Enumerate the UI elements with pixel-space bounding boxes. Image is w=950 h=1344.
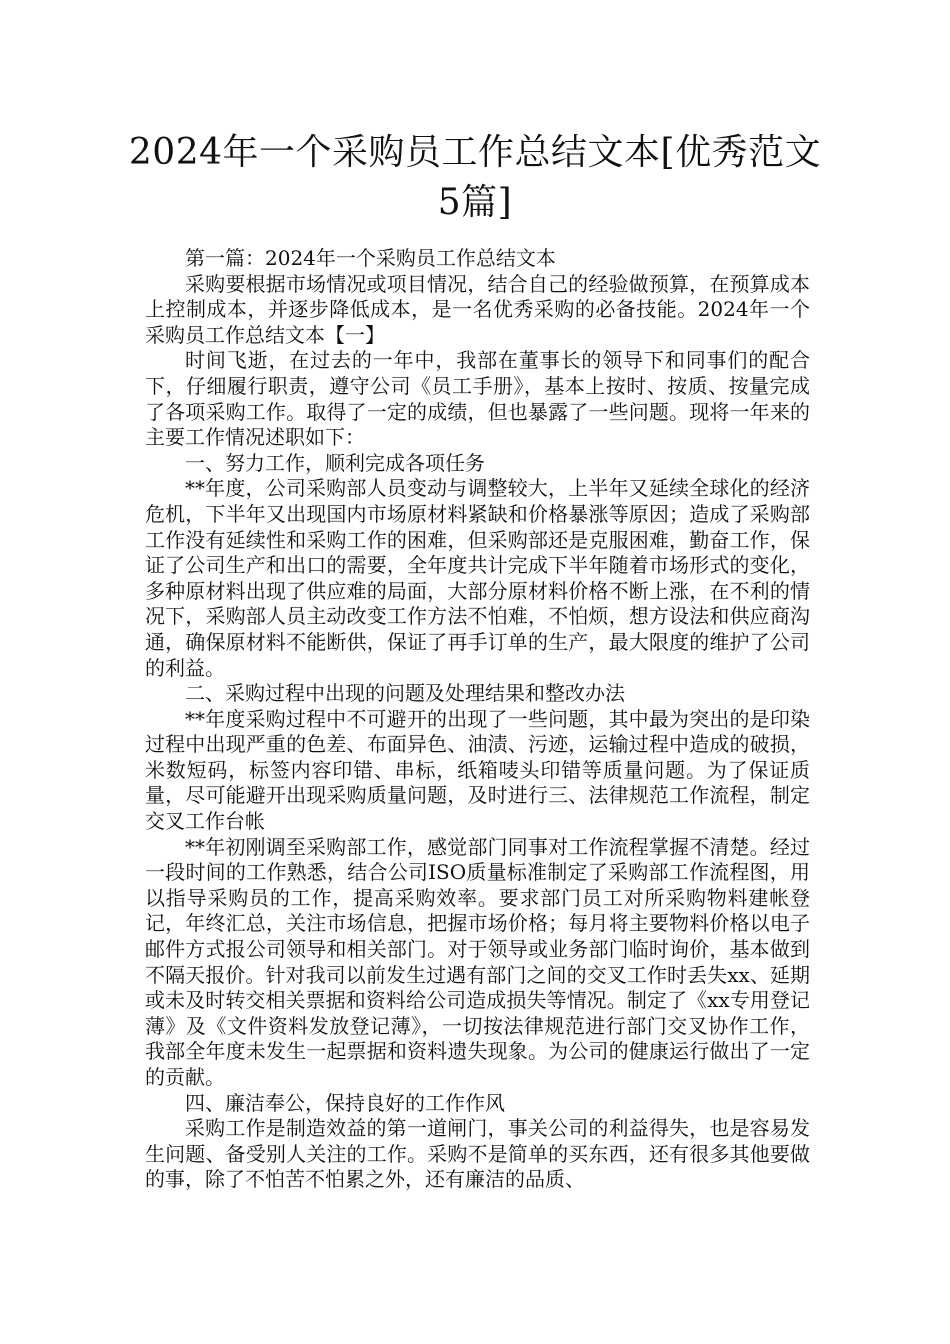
section-heading: 一、努力工作，顺利完成各项任务	[185, 450, 485, 475]
body-paragraph: 时间飞逝，在过去的一年中，我部在董事长的领导下和同事们的配合下，仔细履行职责，遵守公司《员工手册》，基本上按时、按质、按量完成了各项采购工作。取得了一定的成绩，但也暴露了一些问题。现将一年来的主要工作情况述职如下：	[145, 348, 810, 450]
section-heading: 第一篇：2024年一个采购员工作总结文本	[185, 246, 556, 270]
body-paragraph: 采购工作是制造效益的第一道闸门，事关公司的利益得失，也是容易发生问题、备受别人关注的工作。采购不是简单的买东西，还有很多其他要做的事，除了不怕苦不怕累之外，还有廉洁的品质、	[145, 1116, 810, 1192]
document-title: 2024年一个采购员工作总结文本[优秀范文5篇]	[128, 132, 822, 223]
body-paragraph: 采购要根据市场情况或项目情况，结合自己的经验做预算，在预算成本上控制成本，并逐步降低成本，是一名优秀采购的必备技能。2024年一个采购员工作总结文本【一】	[145, 271, 810, 347]
body-paragraph: **年度，公司采购部人员变动与调整较大，上半年又延续全球化的经济危机，下半年又出现国内市场原材料紧缺和价格暴涨等原因；造成了采购部工作没有延续性和采购工作的困难，但采购部还是克服困难，勤奋工作，保证了公司生产和出口的需要，全年度共计完成下半年随着市场形式的变化，多种原材料出现了供应难的局面，大部分原材料价格不断上涨，在不利的情况下，采购部人员主动改变工作方法不怕难，不怕烦，想方设法和供应商沟通，确保原材料不能断供，保证了再手订单的生产，最大限度的维护了公司的利益。	[145, 476, 810, 680]
body-paragraph: **年初刚调至采购部工作，感觉部门同事对工作流程掌握不清楚。经过一段时间的工作熟悉，结合公司ISO质量标准制定了采购部工作流程图，用以指导采购员的工作，提高采购效率。要求部门员工对所采购物料建帐登记，年终汇总，关注市场信息，把握市场价格；每月将主要物料价格以电子邮件方式报公司领导和相关部门。对于领导或业务部门临时询价，基本做到不隔天报价。针对我司以前发生过遇有部门之间的交叉工作时丢失xx、延期或未及时转交相关票据和资料给公司造成损失等情况。制定了《xx专用登记薄》及《文件资料发放登记薄》，一切按法律规范进行部门交叉协作工作，我部全年度未发生一起票据和资料遗失现象。为公司的健康运行做出了一定的贡献。	[145, 834, 810, 1089]
document-body	[145, 246, 810, 1193]
body-paragraph: **年度采购过程中不可避开的出现了一些问题，其中最为突出的是印染过程中出现严重的色差、布面异色、油渍、污迹，运输过程中造成的破损，米数短码，标签内容印错、串标，纸箱唛头印错等质量问题。为了保证质量，尽可能避开出现采购质量问题，及时进行三、法律规范工作流程，制定交叉工作台帐	[145, 706, 810, 834]
section-heading: 二、采购过程中出现的问题及处理结果和整改办法	[185, 681, 625, 706]
section-heading: 四、廉洁奉公，保持良好的工作作风	[185, 1090, 505, 1115]
